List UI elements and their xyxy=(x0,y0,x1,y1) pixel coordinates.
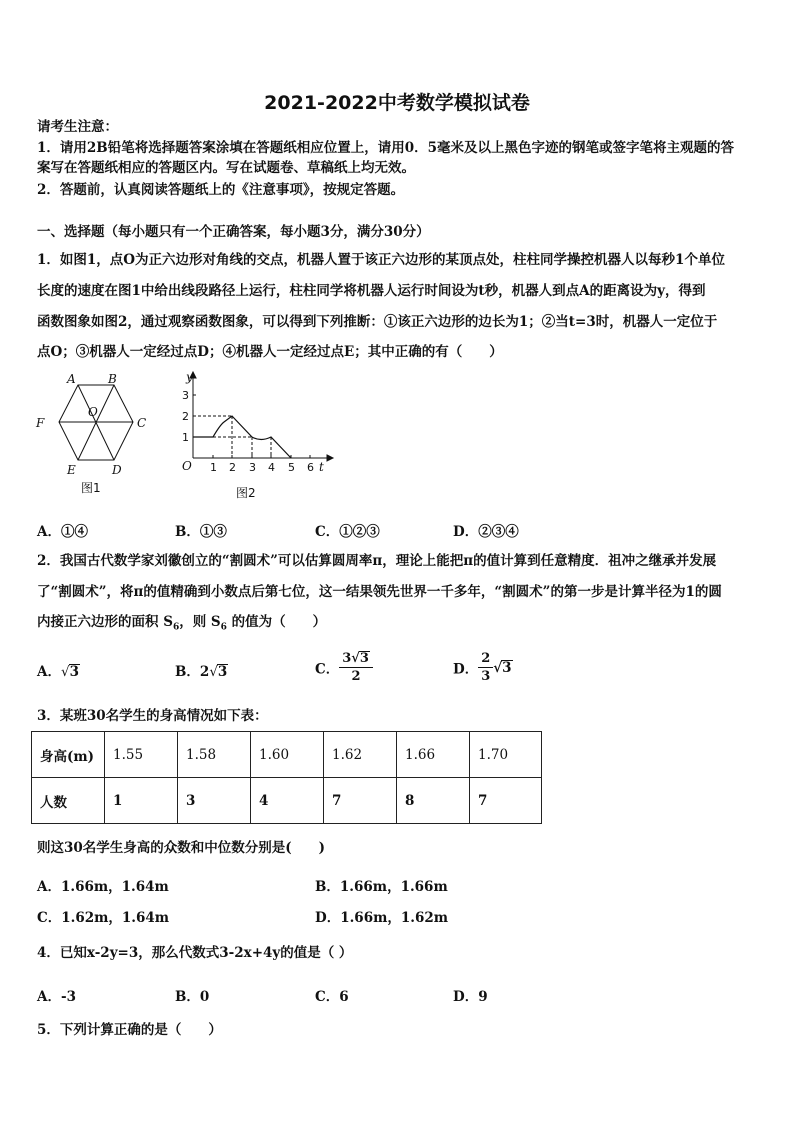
fig1-label-d: D xyxy=(112,463,122,477)
fig2-x-tick-6: 6 xyxy=(307,461,314,474)
table-row xyxy=(32,778,542,824)
table-cell: 1.70 xyxy=(470,732,542,778)
q2-line-2: 了“割圆术”，将π的值精确到小数点后第七位，这一结果领先世界一千多年，“割圆术”的第一步是计算半径为1的圆 xyxy=(37,584,722,600)
q3-question: 则这30名学生身高的众数和中位数分别是( ) xyxy=(37,840,326,856)
fig1-label-e: E xyxy=(67,463,76,477)
table-cell: 1.66 xyxy=(397,732,470,778)
fig2-x-tick-5: 5 xyxy=(288,461,295,474)
q1-line-2: 长度的速度在图1中给出线段路径上运行，柱柱同学将机器人运行时间设为t秒，机器人到点A的距离设为y，得到 xyxy=(37,283,706,299)
q3-option-d[interactable]: D．1.66m，1.62m xyxy=(315,910,449,926)
q1-option-d[interactable]: D．②③④ xyxy=(453,524,519,540)
notice-item-2: 2．答题前，认真阅读答题纸上的《注意事项》，按规定答题。 xyxy=(37,182,405,198)
height-table xyxy=(31,731,542,824)
fig2-y-tick-2: 2 xyxy=(182,410,189,423)
fig2-x-tick-1: 1 xyxy=(210,461,217,474)
notice-heading: 请考生注意： xyxy=(37,119,118,135)
fig1-label-b: B xyxy=(108,372,117,386)
section-heading: 一、选择题（每小题只有一个正确答案，每小题3分，满分30分） xyxy=(37,224,430,240)
q1-option-b[interactable]: B．①③ xyxy=(175,524,227,540)
q3-option-b[interactable]: B．1.66m，1.66m xyxy=(315,879,448,895)
table-cell: 1.62 xyxy=(324,732,397,778)
fig1-label-o: O xyxy=(88,405,98,419)
page-title: 2021-2022中考数学模拟试卷 xyxy=(264,92,530,114)
table-cell: 3 xyxy=(178,778,251,824)
q4-option-b[interactable]: B．0 xyxy=(175,989,210,1005)
q4-stem: 4．已知x-2y=3，那么代数式3-2x+4y的值是（ ） xyxy=(37,945,353,961)
q2-option-a[interactable]: A．√3 xyxy=(37,664,79,680)
fig2-y-axis-label: y xyxy=(186,370,193,384)
q3-option-a[interactable]: A．1.66m，1.64m xyxy=(37,879,169,895)
fig2-x-tick-2: 2 xyxy=(229,461,236,474)
table-cell: 1.60 xyxy=(251,732,324,778)
fig2-caption: 图2 xyxy=(236,486,256,500)
table-row xyxy=(32,732,542,778)
q1-line-4: 点O；③机器人一定经过点D；④机器人一定经过点E；其中正确的有（ ） xyxy=(37,344,503,360)
table-header-cell: 身高(m) xyxy=(32,732,105,778)
fig2-y-tick-3: 3 xyxy=(182,389,189,402)
table-cell: 7 xyxy=(470,778,542,824)
table-cell: 7 xyxy=(324,778,397,824)
q5-stem: 5．下列计算正确的是（ ） xyxy=(37,1022,222,1038)
q3-stem: 3．某班30名学生的身高情况如下表： xyxy=(37,708,268,724)
fig2-x-tick-4: 4 xyxy=(268,461,275,474)
table-cell: 1.55 xyxy=(105,732,178,778)
q1-option-c[interactable]: C．①②③ xyxy=(315,524,380,540)
notice-item-1-line-2: 案写在答题纸相应的答题区内。写在试题卷、草稿纸上均无效。 xyxy=(37,160,415,176)
fig2-x-tick-3: 3 xyxy=(249,461,256,474)
figure-1-hexagon xyxy=(30,370,160,500)
q1-line-3: 函数图象如图2，通过观察函数图象，可以得到下列推断：①该正六边形的边长为1；②当t=3时，机器人一定位于 xyxy=(37,314,718,330)
fig2-origin-label: O xyxy=(182,459,192,473)
fig1-label-c: C xyxy=(137,416,147,430)
fig1-caption: 图1 xyxy=(81,481,101,495)
q3-option-c[interactable]: C．1.62m，1.64m xyxy=(37,910,170,926)
notice-item-1-line-1: 1．请用2B铅笔将选择题答案涂填在答题纸相应位置上，请用0．5毫米及以上黑色字迹的钢笔或签字笔将主观题的答 xyxy=(37,140,734,156)
q4-option-d[interactable]: D．9 xyxy=(453,989,488,1005)
q1-line-1: 1．如图1，点O为正六边形对角线的交点，机器人置于该正六边形的某顶点处，柱柱同学操控机器人以每秒1个单位 xyxy=(37,252,725,268)
fig2-x-axis-label: t xyxy=(319,460,324,474)
q2-option-c[interactable]: C． $\frac{3√3}{2}$ xyxy=(315,650,373,685)
q2-line-3: 内接正六边形的面积 $S_6$，则 $S_6$ 的值为（ ） xyxy=(37,614,327,633)
q1-option-a[interactable]: A．①④ xyxy=(37,524,88,540)
q2-option-d[interactable]: D． $\frac{2}{3}$ √3 xyxy=(453,651,512,684)
table-cell: 1.58 xyxy=(178,732,251,778)
table-cell: 1 xyxy=(105,778,178,824)
q2-option-b[interactable]: B．2√3 xyxy=(175,664,228,680)
table-header-cell: 人数 xyxy=(32,778,105,824)
fig1-label-f: F xyxy=(36,416,45,430)
figure-2-graph xyxy=(172,370,337,500)
q4-option-c[interactable]: C．6 xyxy=(315,989,349,1005)
fig1-label-a: A xyxy=(67,372,76,386)
q2-line-1: 2．我国古代数学家刘徽创立的“割圆术”可以估算圆周率π，理论上能把π的值计算到任意精度．祖冲之继承并发展 xyxy=(37,553,717,569)
table-cell: 4 xyxy=(251,778,324,824)
fig2-y-tick-1: 1 xyxy=(182,431,189,444)
table-cell: 8 xyxy=(397,778,470,824)
q4-option-a[interactable]: A．-3 xyxy=(37,989,76,1005)
